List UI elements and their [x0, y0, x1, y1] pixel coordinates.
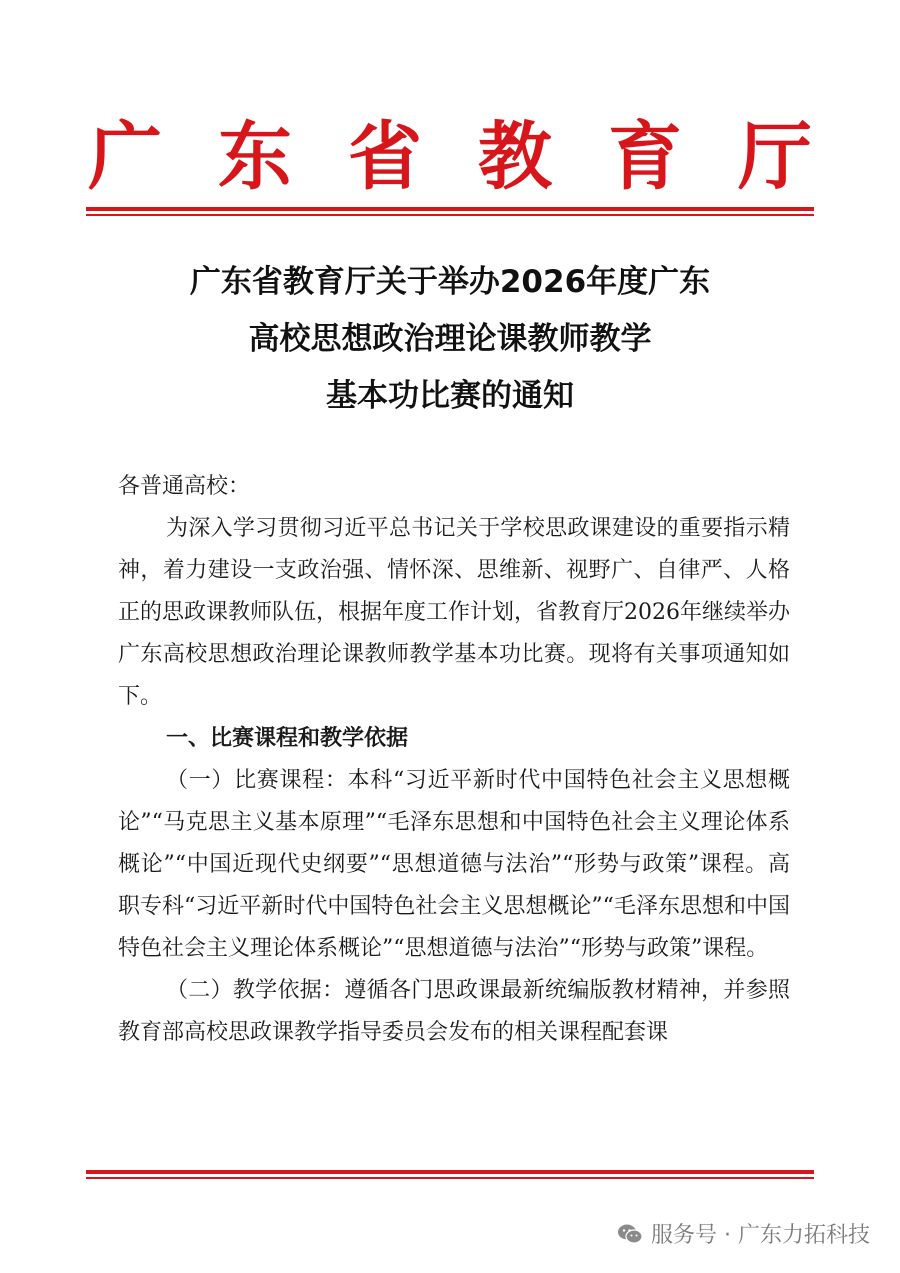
- item-courses: （一）比赛课程：本科“习近平新时代中国特色社会主义思想概论”“马克思主义基本原理”“毛泽东思想和中国特色社会主义理论体系概论”“中国近现代史纲要”“思想道德与法治”“形势与政策”课程。高职专科“习近平新时代中国特色社会主义思想概论”“毛泽东思想和中国特色社会主义理论体系概论”“思想道德与法治”“形势与政策”课程。: [118, 768, 790, 961]
- header-divider: [86, 207, 814, 216]
- masthead-char: 省: [348, 114, 422, 200]
- item-teaching-basis: （二）教学依据：遵循各门思政课最新统编版教材精神，并参照教育部高校思政课教学指导委员会发布的相关课程配套课: [118, 978, 790, 1045]
- intro-paragraph: 为深入学习贯彻习近平总书记关于学校思政课建设的重要指示精神，着力建设一支政治强、情怀深、思维新、视野广、自律严、人格正的思政课教师队伍，根据年度工作计划，省教育厅2026年继续举办广东高校思想政治理论课教师教学基本功比赛。现将有关事项通知如下。: [118, 516, 790, 709]
- masthead-char: 育: [608, 114, 682, 200]
- document-title: [0, 254, 900, 425]
- masthead-char: 厅: [738, 114, 812, 200]
- title-line-3: 基本功比赛的通知: [326, 378, 574, 414]
- title-line-1: 广东省教育厅关于举办2026年度广东: [189, 264, 711, 300]
- wechat-icon: [617, 1223, 643, 1245]
- issuer-masthead: [88, 112, 812, 202]
- document-body: [118, 466, 790, 1054]
- watermark-text: 服务号 · 广东力拓科技: [651, 1223, 870, 1248]
- footer-divider: [86, 1170, 814, 1179]
- masthead-char: 教: [478, 114, 552, 200]
- watermark: [617, 1218, 870, 1249]
- title-line-2: 高校思想政治理论课教师教学: [248, 321, 652, 357]
- salutation: 各普通高校：: [118, 474, 251, 499]
- section-heading: 一、比赛课程和教学依据: [166, 726, 409, 751]
- masthead-char: 广: [88, 114, 162, 200]
- masthead-char: 东: [218, 114, 292, 200]
